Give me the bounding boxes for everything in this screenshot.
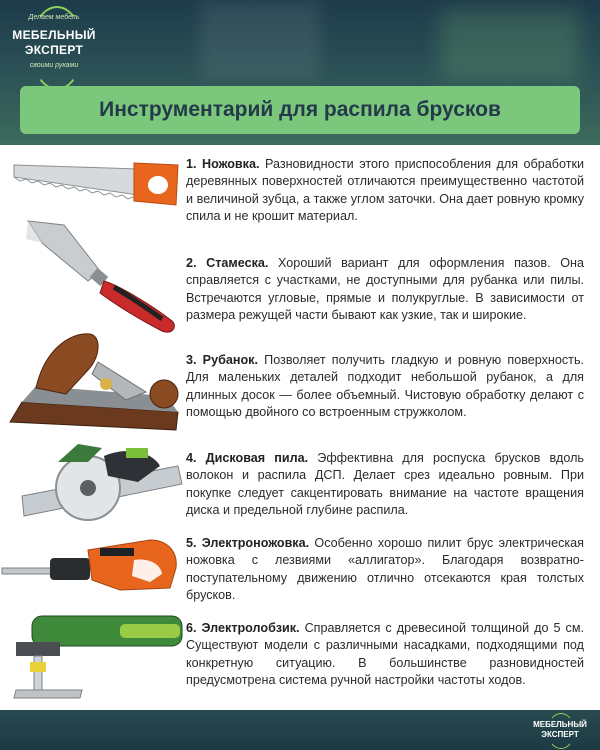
footer-logo[interactable] [530, 713, 590, 747]
item-text: Хороший вариант для оформления пазов. Она справляется с участками, не доступными для рубанка или пилы. Встречаются угловые, прямые и полукруглые. В зависимости от размера режущей части бывают как узкие, так и широкие. [186, 256, 585, 323]
logo-tagline-top: Делаем мебель [28, 14, 80, 21]
footer-logo-line1: МЕБЕЛЬНЫЙ [533, 720, 587, 729]
jigsaw-icon [10, 612, 190, 704]
reciprocating-saw-icon [0, 530, 188, 602]
list-item [186, 535, 584, 605]
item-heading: 4. Дисковая пила. [186, 451, 309, 465]
footer-bar [0, 710, 600, 750]
item-heading: 5. Электроножовка. [186, 536, 310, 550]
logo-name-line1: МЕБЕЛЬНЫЙ [12, 28, 96, 42]
footer-logo-line2: ЭКСПЕРТ [541, 730, 579, 739]
list-item [186, 450, 584, 520]
brand-logo[interactable] [8, 6, 100, 88]
item-heading: 2. Стамеска. [186, 256, 269, 270]
list-item [186, 255, 584, 325]
item-text: Эффективна для роспуска брусков вдоль волокон и распила ДСП. Делает срез идеально ровным. При покупке следует сакцентировать внимание на частоте вращения диска и предельной глубине распила. [186, 451, 584, 518]
item-text: Разновидности этого приспособления для обработки деревянных поверхностей отличаются преимущественно частотой и величиной зубца, а также углом заточки. Она дает ровную кромку спила и не крошит материал. [186, 157, 585, 224]
title-banner [20, 86, 580, 134]
item-text: Справляется с древесиной толщиной до 5 см. Существуют модели с различными насадками, подходящими под конкретную ситуацию. В большинстве разновидностей предусмотрена система ручной настройки частоты ходов. [186, 621, 585, 688]
list-item [186, 620, 584, 690]
item-heading: 6. Электролобзик. [186, 621, 300, 635]
header-banner [0, 0, 600, 145]
item-heading: 3. Рубанок. [186, 353, 258, 367]
item-heading: 1. Ножовка. [186, 157, 260, 171]
logo-name-line2: ЭКСПЕРТ [24, 43, 84, 57]
header-background-decor [200, 0, 320, 80]
list-item [186, 352, 584, 422]
list-item [186, 156, 584, 226]
item-text: Особенно хорошо пилит брус электрическая ножовка с лезвиями «аллигатор». Благодаря возвратно-поступательному движению отлично отсекаются края толстых брусков. [186, 536, 584, 603]
logo-tagline-bottom: своими руками [29, 62, 79, 69]
handsaw-icon [10, 155, 182, 213]
item-text: Позволяет получить гладкую и ровную поверхность. Для маленьких деталей подходит небольшой рубанок, а для длинных досок — более объемный. Чистовую обработку делают с помощью двойного со встроенным стружколом. [186, 353, 585, 420]
hand-plane-icon [6, 322, 184, 434]
circular-saw-icon [18, 436, 184, 536]
page-title: Инструментарий для распила брусков [99, 98, 501, 121]
chisel-icon [22, 213, 182, 338]
header-background-decor [440, 10, 580, 80]
